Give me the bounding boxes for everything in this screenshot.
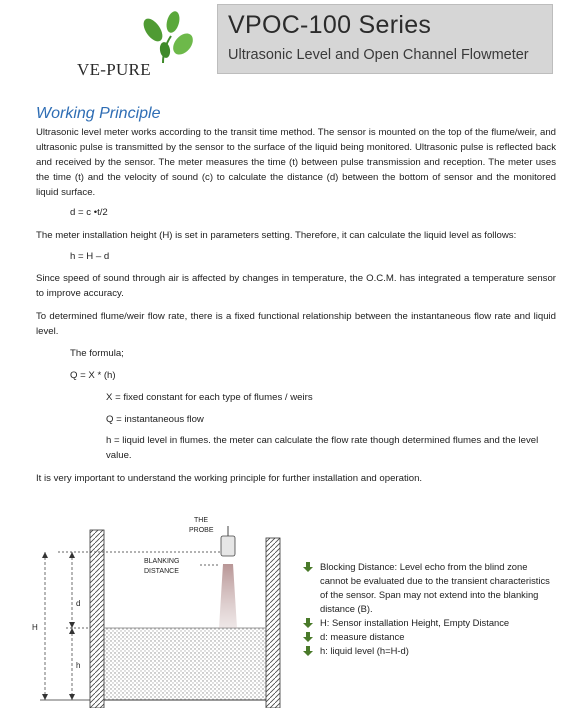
list-item: d: measure distance xyxy=(302,630,557,644)
distance-equation: d = c •t/2 xyxy=(70,207,108,218)
down-arrow-icon xyxy=(302,617,314,629)
label-h: h xyxy=(76,661,81,670)
definition-q: Q = instantaneous flow xyxy=(106,414,204,425)
down-arrow-icon xyxy=(302,561,314,573)
probe-label-1: THE xyxy=(194,517,208,524)
down-arrow-icon xyxy=(302,631,314,643)
level-equation: h = H – d xyxy=(70,251,110,262)
list-item: h: liquid level (h=H-d) xyxy=(302,644,557,658)
formula: Q = X * (h) xyxy=(70,370,116,381)
height-paragraph: The meter installation height (H) is set in parameters setting. Therefore, it can calculate the liquid level as follows: xyxy=(36,230,517,241)
legend-list xyxy=(302,560,557,658)
definition-h: h = liquid level in flumes. the meter can calculate the flow rate though determined flumes and the level value. xyxy=(106,435,539,461)
intro-paragraph: Ultrasonic level meter works according to the transit time method. The sensor is mounted on the top of the flume/weir, and ultrasonic pulse is transmitted by the sensor to the surface of the liquid being monitored. Ultrasonic pulse is reflected back and received by the sensor. The meter measures the time (t) between pulse transmission and reception. The meter uses the time (t) and the velocity of sound (c) to calculate the distance (d) between the bottom of sensor and the monitored liquid surface. xyxy=(36,127,556,198)
page-title: VPOC-100 Series xyxy=(228,11,432,39)
down-arrow-icon xyxy=(302,645,314,657)
list-item: Blocking Distance: Level echo from the blind zone cannot be evaluated due to the transient characteristics of the sensor. Span may not extend into the blanking distance (B). xyxy=(302,560,557,616)
formula-label: The formula; xyxy=(70,348,124,359)
list-item: H: Sensor installation Height, Empty Distance xyxy=(302,616,557,630)
left-wall xyxy=(90,530,104,708)
ultrasonic-beam xyxy=(219,564,237,628)
label-H: H xyxy=(32,623,38,632)
section-heading: Working Principle xyxy=(36,105,161,122)
right-wall xyxy=(266,538,280,708)
brand-name: VE-PURE xyxy=(77,60,151,79)
page-subtitle: Ultrasonic Level and Open Channel Flowmeter xyxy=(228,47,529,63)
blanking-label-2: DISTANCE xyxy=(144,568,179,575)
blanking-label-1: BLANKING xyxy=(144,558,180,565)
label-d: d xyxy=(76,599,81,608)
closing-paragraph: It is very important to understand the working principle for further installation and operation. xyxy=(36,473,423,484)
probe-icon xyxy=(221,536,235,556)
flow-paragraph: To determined flume/weir flow rate, there is a fixed functional relationship between the instantaneous flow rate and liquid level. xyxy=(36,311,556,337)
working-principle-diagram xyxy=(30,508,300,708)
header-banner xyxy=(217,4,553,74)
liquid xyxy=(104,628,266,700)
definition-x: X = fixed constant for each type of flumes / weirs xyxy=(106,392,313,403)
probe-label-2: PROBE xyxy=(189,527,214,534)
temperature-paragraph: Since speed of sound through air is affected by changes in temperature, the O.C.M. has integrated a temperature sensor to improve accuracy. xyxy=(36,273,556,299)
